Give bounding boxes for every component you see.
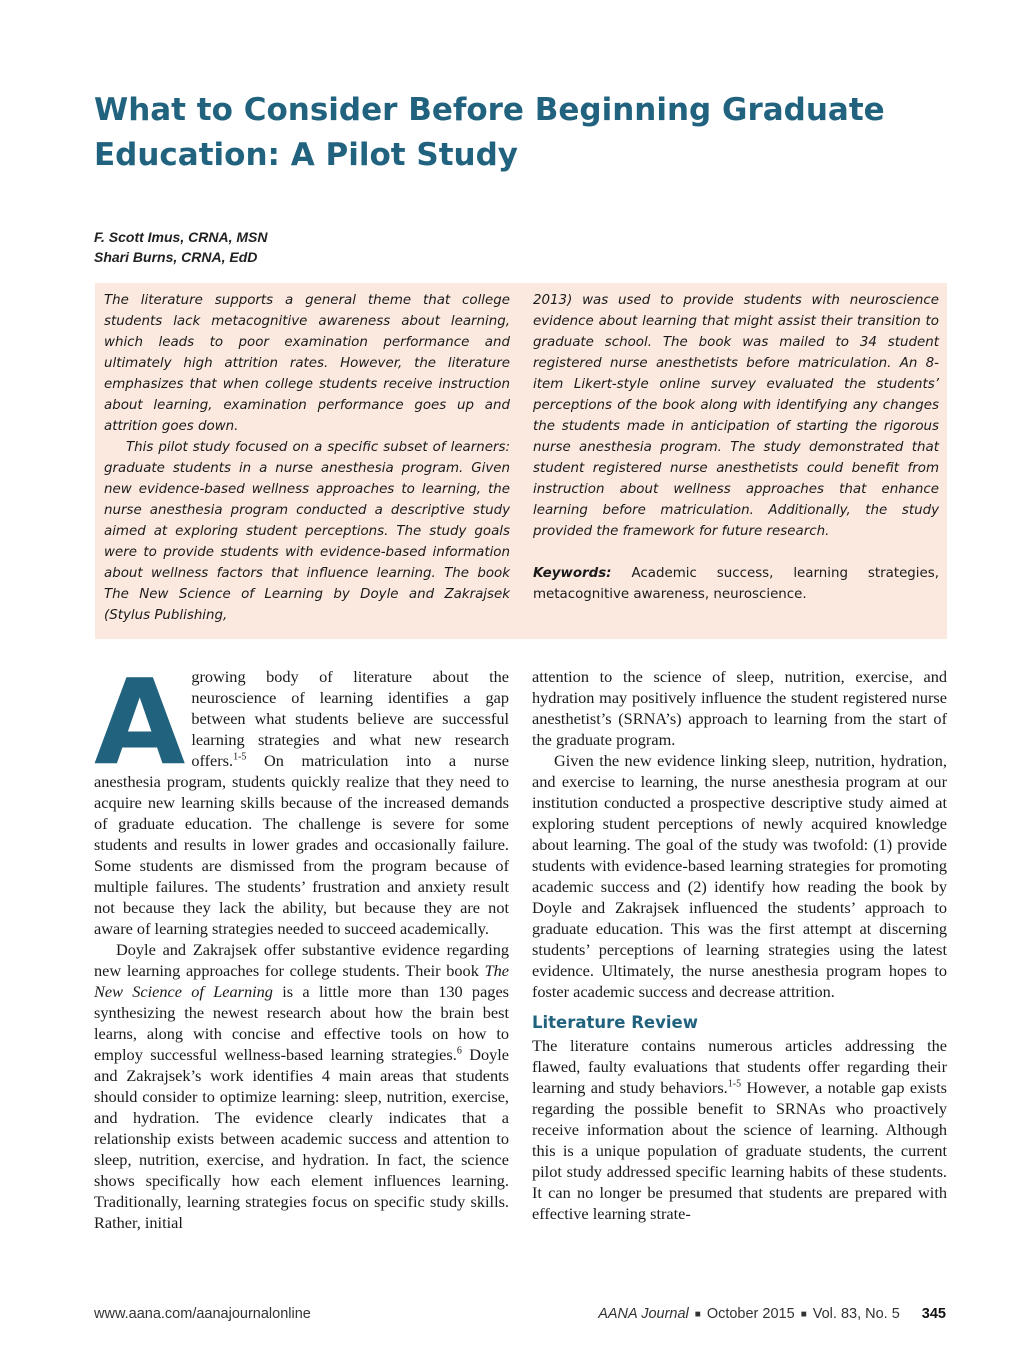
section-heading: Literature Review bbox=[532, 1013, 698, 1032]
body-paragraph-5 bbox=[532, 1035, 947, 1224]
abstract-box bbox=[95, 283, 947, 639]
footer-url[interactable]: www.aana.com/aanajournalonline bbox=[94, 1306, 311, 1322]
abstract-column-right bbox=[533, 290, 939, 605]
author-2: Shari Burns, CRNA, EdD bbox=[94, 249, 258, 265]
body-text: Doyle and Zakrajsek offer substantive evidence regarding new learning approaches for college students. Their book bbox=[94, 940, 509, 980]
body-text: Doyle and Zakrajsek’s work identifies 4 main areas that students should consider to optimize learning: sleep, nutrition, exercise, and hydration. The evidence clearly indicates that a relationship exists between academic success and attention to sleep, nutrition, exercise, and hydration. In fact, the science shows specifically how each element influences learning. Traditionally, learning strategies focus on specific study skills. Rather, initial bbox=[94, 1045, 509, 1232]
body-column-right bbox=[532, 666, 947, 1224]
author-list bbox=[94, 227, 494, 267]
body-text: However, a notable gap exists regarding the possible benefit to SRNAs who proactively receive information about the science of learning. Although this is a unique population of graduate students, the current pilot study addressed specific learning habits of these students. It can no longer be presumed that students are prepared with effective learning strate- bbox=[532, 1078, 947, 1223]
separator-square-icon: ■ bbox=[800, 1309, 807, 1320]
body-paragraph-3: attention to the science of sleep, nutrition, exercise, and hydration may positively influence the student registered nurse anesthetist’s (SRNA’s) approach to learning from the start of the graduate program. bbox=[532, 667, 947, 749]
abstract-paragraph-3: 2013) was used to provide students with neuroscience evidence about learning that might assist their transition to graduate school. The book was mailed to 34 student registered nurse anesthetists before matriculation. An 8-item Likert-style online survey evaluated the students’ perceptions of the book along with identifying any changes the students made in anticipation of starting the rigorous nurse anesthesia program. The study demonstrated that student registered nurse anesthetists could benefit from instruction about wellness approaches that enhance learning before matriculation. Additionally, the study provided the framework for future research. bbox=[533, 293, 939, 539]
keywords bbox=[533, 563, 939, 605]
article-title: What to Consider Before Beginning Graduate Education: A Pilot Study bbox=[94, 92, 885, 173]
footer-citation bbox=[598, 1306, 946, 1322]
body-paragraph-1 bbox=[94, 653, 509, 939]
book-title: The New Science of Learning bbox=[94, 961, 509, 1001]
separator-square-icon: ■ bbox=[694, 1309, 701, 1320]
body-text: The literature contains numerous articles addressing the flawed, faulty evaluations that students offer regarding their learning and study behaviors. bbox=[532, 1036, 947, 1097]
abstract-paragraph-2: This pilot study focused on a specific subset of learners: graduate students in a nurse anesthesia program. Given new evidence-based wellness approaches to learning, the nurse anesthesia program conducted a descriptive study aimed at exploring student perceptions. The study goals were to provide students with evidence-based information about wellness factors that influence learning. The book The New Science of Learning by Doyle and Zakrajsek (Stylus Publishing, bbox=[104, 440, 510, 623]
author-1: F. Scott Imus, CRNA, MSN bbox=[94, 229, 268, 245]
body-text: On matriculation into a nurse anesthesia program, students quickly realize that they need to acquire new learning skills because of the increased demands of graduate education. The challenge is severe for some students and results in lower grades and occasionally failure. Some students are dismissed from the program because of multiple failures. The students’ frustration and anxiety result not because they lack the ability, but because they are not aware of learning strategies needed to succeed academically. bbox=[94, 751, 509, 938]
volume-issue: Vol. 83, No. 5 bbox=[812, 1306, 900, 1322]
keywords-label: Keywords: bbox=[533, 566, 612, 581]
citation: 6 bbox=[456, 1045, 462, 1057]
body-column-left bbox=[94, 653, 510, 1233]
journal-name: AANA Journal bbox=[598, 1306, 689, 1322]
abstract-paragraph-1: The literature supports a general theme that college students lack metacognitive awareness about learning, which leads to poor examination performance and ultimately high attrition rates. However, the literature emphasizes that when college students receive instruction about learning, examination performance goes up and attrition goes down. bbox=[104, 293, 510, 434]
body-text: is a little more than 130 pages synthesizing the newest research about how the brain best learns, along with concise and effective tools on how to employ successful wellness-based learning strategies. bbox=[94, 982, 510, 1064]
issue-date: October 2015 bbox=[706, 1306, 795, 1322]
body-paragraph-2 bbox=[94, 939, 509, 1233]
body-text: growing body of literature about the neuroscience of learning identifies a gap between what students believe are successful learning strategies and what new research offers. bbox=[191, 667, 509, 770]
citation: 1-5 bbox=[727, 1078, 742, 1090]
keywords-text: Academic success, learning strategies, metacognitive awareness, neuroscience. bbox=[533, 566, 939, 602]
drop-cap: A bbox=[94, 653, 186, 791]
citation: 1-5 bbox=[233, 751, 247, 763]
body-paragraph-4: Given the new evidence linking sleep, nutrition, hydration, and exercise to learning, the nurse anesthesia program at our institution conducted a prospective descriptive study aimed at exploring student perceptions of newly acquired knowledge about learning. The goal of the study was twofold: (1) provide students with evidence-based learning strategies for promoting academic success and (2) identify how reading the book by Doyle and Zakrajsek influenced the students’ approach to graduate education. This was the first attempt at discerning students’ perceptions of learning strategies using the latest evidence. Ultimately, the nurse anesthesia program hopes to foster academic success and decrease attrition. bbox=[532, 751, 947, 1001]
abstract-column-left bbox=[104, 290, 510, 626]
page-number: 345 bbox=[921, 1306, 946, 1322]
